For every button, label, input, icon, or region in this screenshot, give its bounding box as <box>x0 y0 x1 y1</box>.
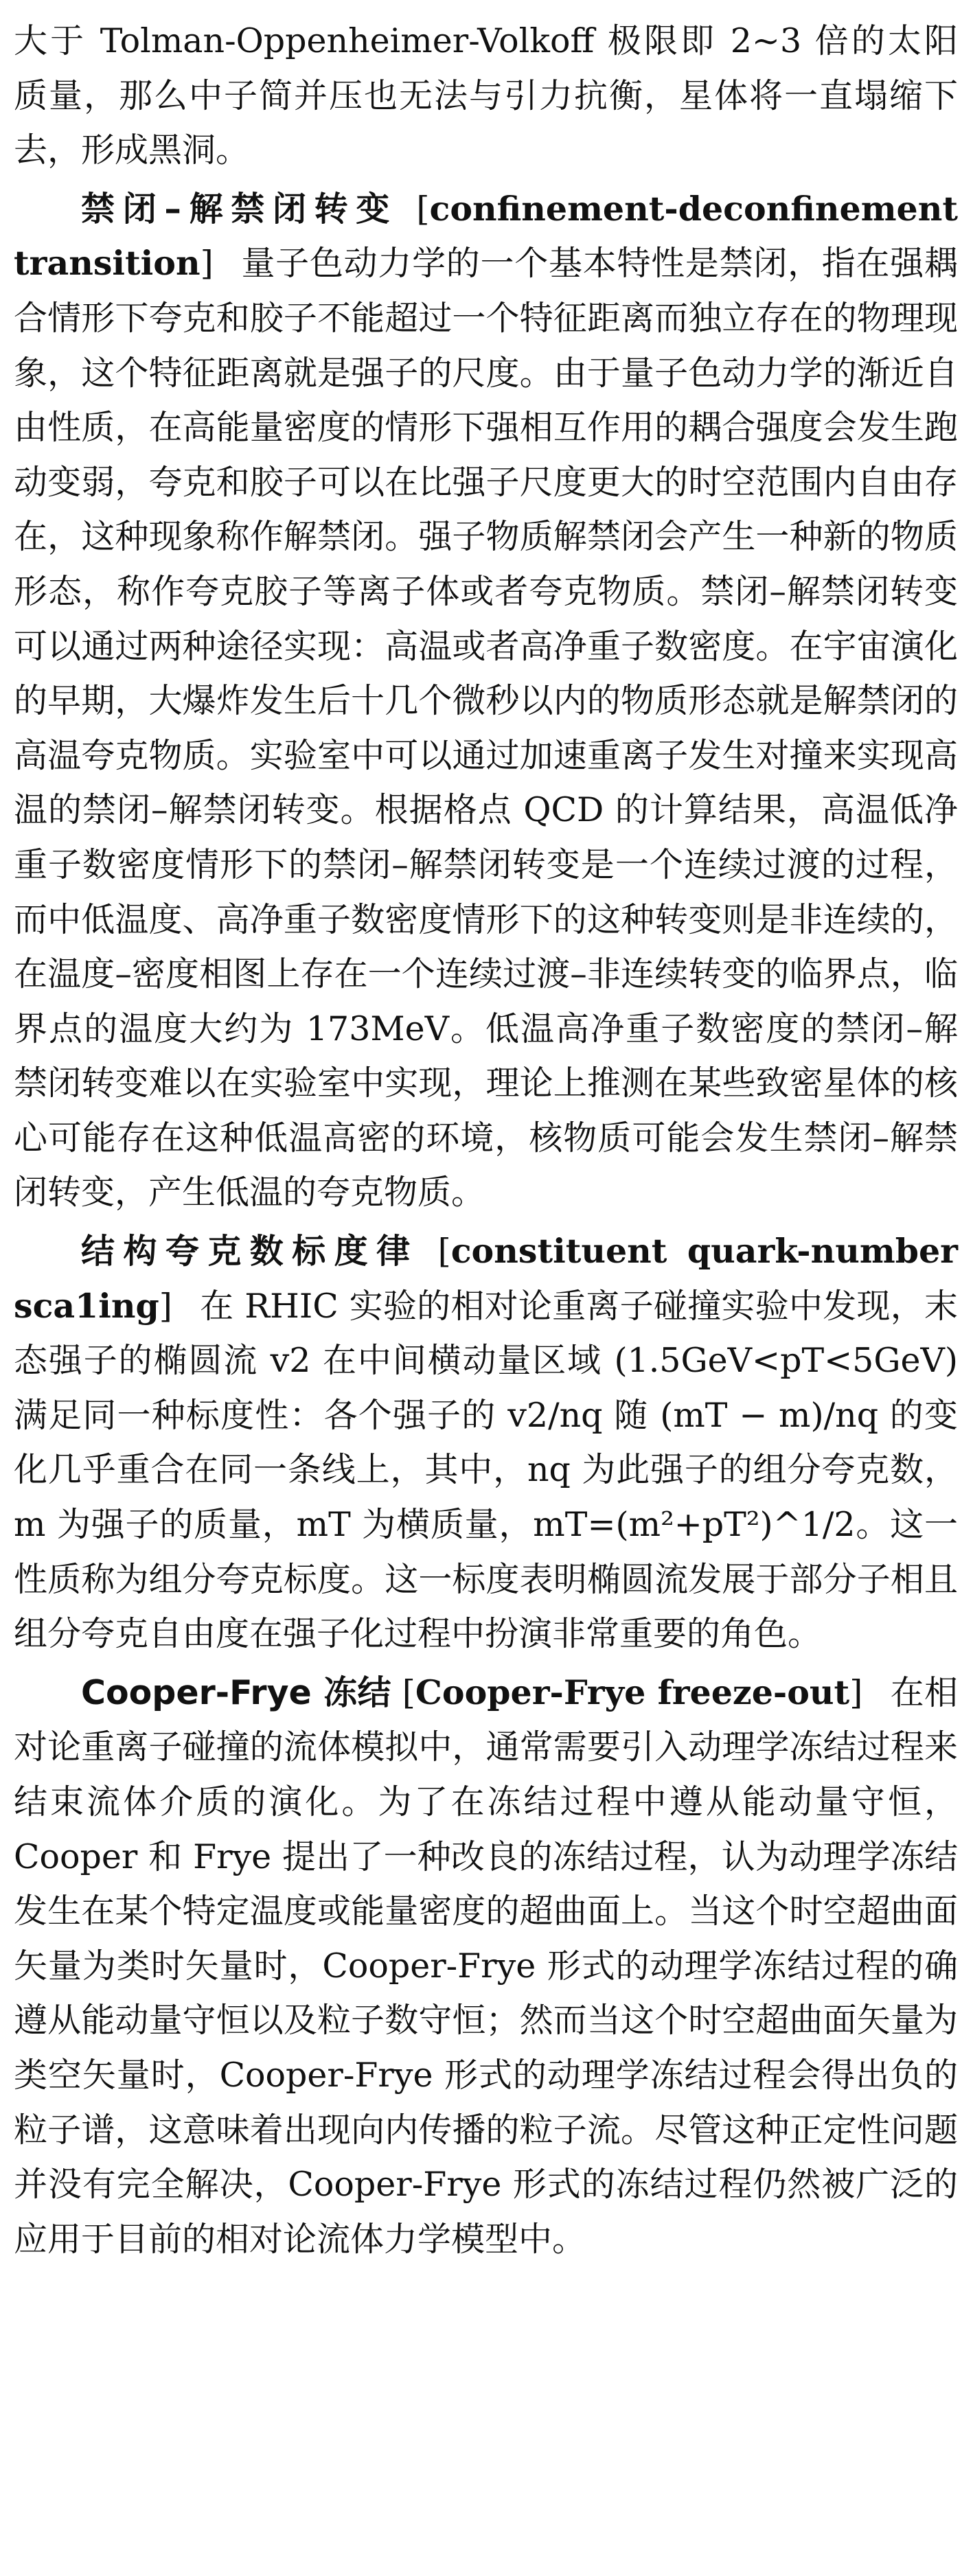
entry-english-term: [constituent quark-number sca1ing] <box>14 1231 958 1326</box>
entry-confinement <box>14 182 958 1220</box>
entry-quark-number-scaling <box>14 1224 958 1661</box>
entry-english-term: [Cooper-Frye freeze-out] <box>402 1672 863 1712</box>
entry-headword: 禁闭–解禁闭转变 <box>81 189 398 229</box>
entry-cooper-frye <box>14 1666 958 2267</box>
intro-paragraph: 大于 Tolman-Oppenheimer-Volkoff 极限即 2∼3 倍的太阳质量，那么中子简并压也无法与引力抗衡，星体将一直塌缩下去，形成黑洞。 <box>14 21 958 170</box>
entry-body: 在 RHIC 实验的相对论重离子碰撞实验中发现，末态强子的椭圆流 v2 在中间横动量区域 (1.5GeV<pT<5GeV) 满足同一种标度性：各个强子的 v2/nq 随 (mT − m)/nq 的变化几乎重合在同一条线上，其中，nq 为此强子的组分夸克数，m 为强子的质量，mT 为横质量，mT=(m²+pT²)^1/2。这一性质称为组分夸克标度。这一标度表明椭圆流发展于部分子相且组分夸克自由度在强子化过程中扮演非常重要的角色。 <box>14 1286 958 1654</box>
entry-body: 量子色动力学的一个基本特性是禁闭，指在强耦合情形下夸克和胶子不能超过一个特征距离而独立存在的物理现象，这个特征距离就是强子的尺度。由于量子色动力学的渐近自由性质，在高能量密度的情形下强相互作用的耦合强度会发生跑动变弱，夸克和胶子可以在比强子尺度更大的时空范围内自由存在，这种现象称作解禁闭。强子物质解禁闭会产生一种新的物质形态，称作夸克胶子等离子体或者夸克物质。禁闭–解禁闭转变可以通过两种途径实现：高温或者高净重子数密度。在宇宙演化的早期，大爆炸发生后十几个微秒以内的物质形态就是解禁闭的高温夸克物质。实验室中可以通过加速重离子发生对撞来实现高温的禁闭–解禁闭转变。根据格点 QCD 的计算结果，高温低净重子数密度情形下的禁闭–解禁闭转变是一个连续过渡的过程，而中低温度、高净重子数密度情形下的这种转变则是非连续的，在温度–密度相图上存在一个连续过渡–非连续转变的临界点，临界点的温度大约为 173MeV。低温高净重子数密度的禁闭–解禁闭转变难以在实验室中实现，理论上推测在某些致密星体的核心可能存在这种低温高密的环境，核物质可能会发生禁闭–解禁闭转变，产生低温的夸克物质。 <box>14 244 958 1212</box>
entry-headword: Cooper-Frye 冻结 <box>81 1672 391 1712</box>
entry-body: 在相对论重离子碰撞的流体模拟中，通常需要引入动理学冻结过程来结束流体介质的演化。为了在冻结过程中遵从能动量守恒，Cooper 和 Frye 提出了一种改良的冻结过程，认为动理学冻结发生在某个特定温度或能量密度的超曲面上。当这个时空超曲面矢量为类时矢量时，Cooper-Frye 形式的动理学冻结过程的确遵从能动量守恒以及粒子数守恒；然而当这个时空超曲面矢量为类空矢量时，Cooper-Frye 形式的动理学冻结过程会得出负的粒子谱，这意味着出现向内传播的粒子流。尽管这种正定性问题并没有完全解决，Cooper-Frye 形式的冻结过程仍然被广泛的应用于目前的相对论流体力学模型中。 <box>14 1672 958 2259</box>
entry-english-term: [confinement-deconfinement transition] <box>14 188 958 284</box>
entry-headword: 结构夸克数标度律 <box>81 1232 419 1272</box>
